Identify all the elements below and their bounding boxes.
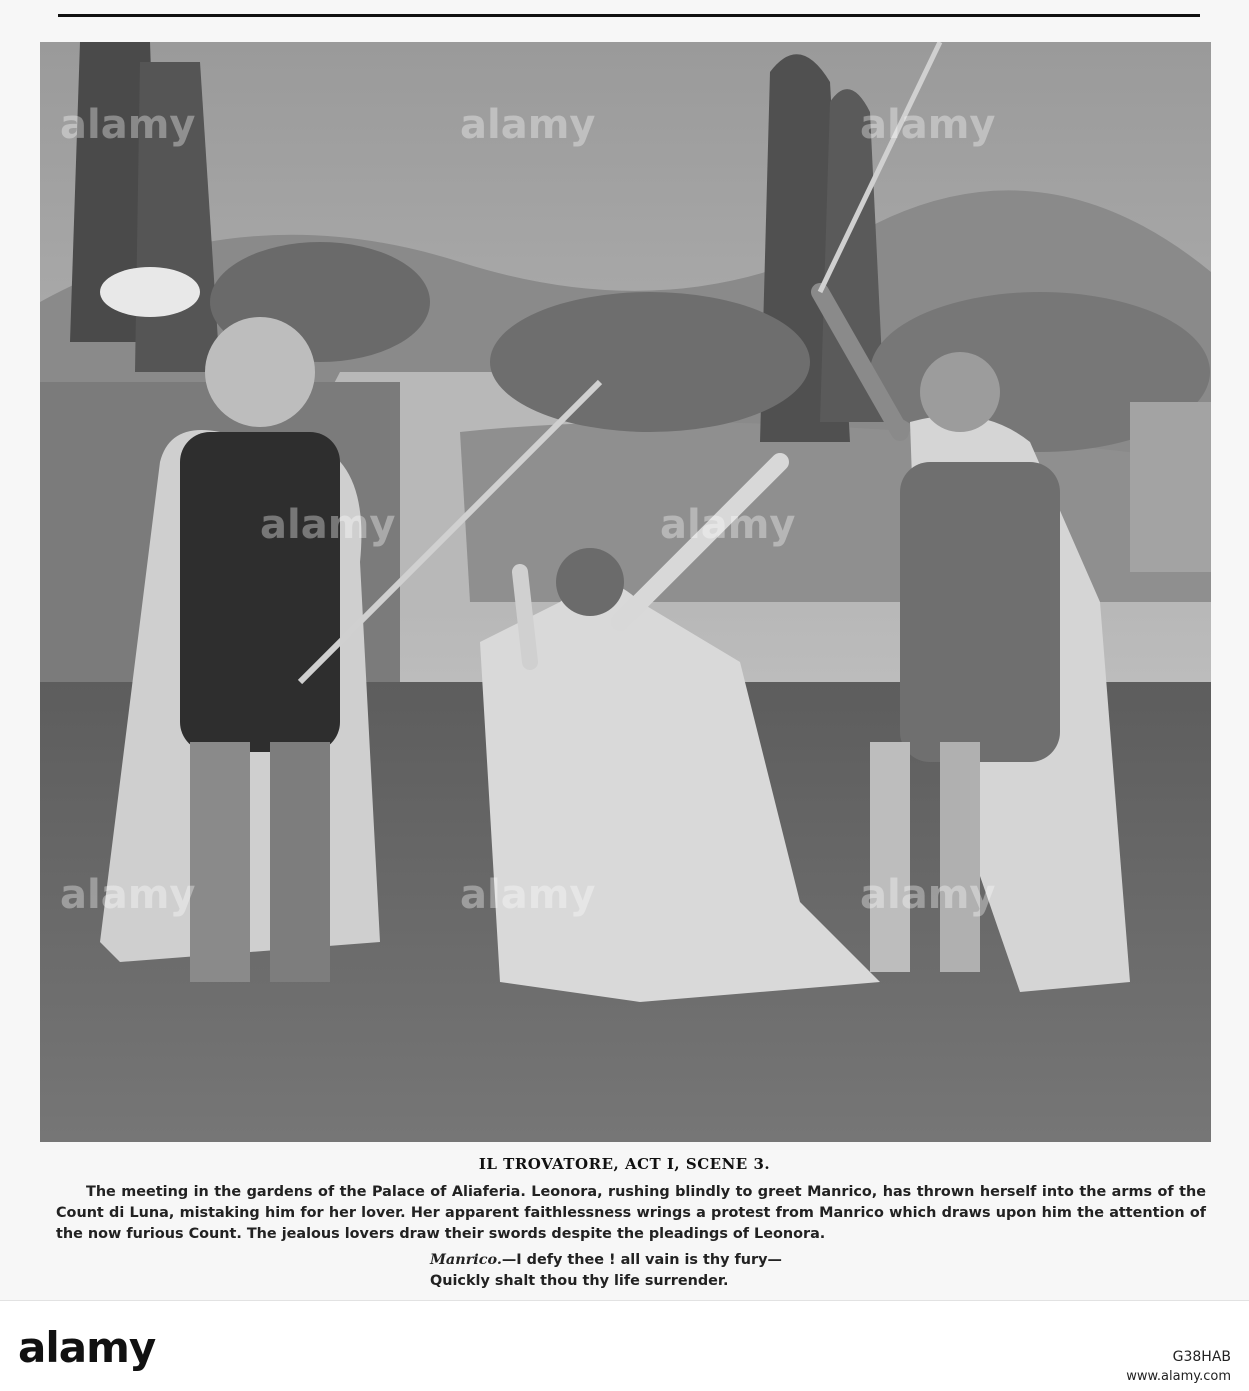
watermark: alamy bbox=[660, 502, 796, 548]
stock-footer bbox=[0, 1300, 1249, 1391]
watermark: alamy bbox=[260, 502, 396, 548]
stock-image-id: G38HAB bbox=[1172, 1349, 1231, 1365]
alamy-logo[interactable]: alamy bbox=[18, 1323, 156, 1372]
stage-photograph bbox=[40, 42, 1211, 1142]
quote-line-1 bbox=[430, 1249, 930, 1271]
watermark: alamy bbox=[60, 102, 196, 148]
quote bbox=[430, 1249, 930, 1292]
top-rule bbox=[58, 14, 1200, 17]
watermark: alamy bbox=[860, 102, 996, 148]
watermark: alamy bbox=[460, 872, 596, 918]
watermark: alamy bbox=[60, 872, 196, 918]
caption-title: IL TROVATORE, ACT I, SCENE 3. bbox=[478, 1155, 771, 1173]
quote-line-1-text: —I defy thee ! all vain is thy fury— bbox=[501, 1252, 782, 1268]
quote-line-2: Quickly shalt thou thy life surrender. bbox=[430, 1273, 729, 1289]
site-url[interactable]: www.alamy.com bbox=[1126, 1369, 1231, 1384]
caption-body: The meeting in the gardens of the Palace of Aliaferia. Leonora, rushing blindly to greet Manrico, has thrown herself into the arms of the Count di Luna, mistaking him for her lover. Her apparent faithlessness wrings a protest from Manrico which draws upon him the attention of the now furious Count. The jealous lovers draw their swords despite the pleadings of Leonora. bbox=[56, 1184, 1206, 1242]
quote-speaker: Manrico. bbox=[430, 1251, 502, 1268]
watermark: alamy bbox=[460, 102, 596, 148]
watermark: alamy bbox=[860, 872, 996, 918]
